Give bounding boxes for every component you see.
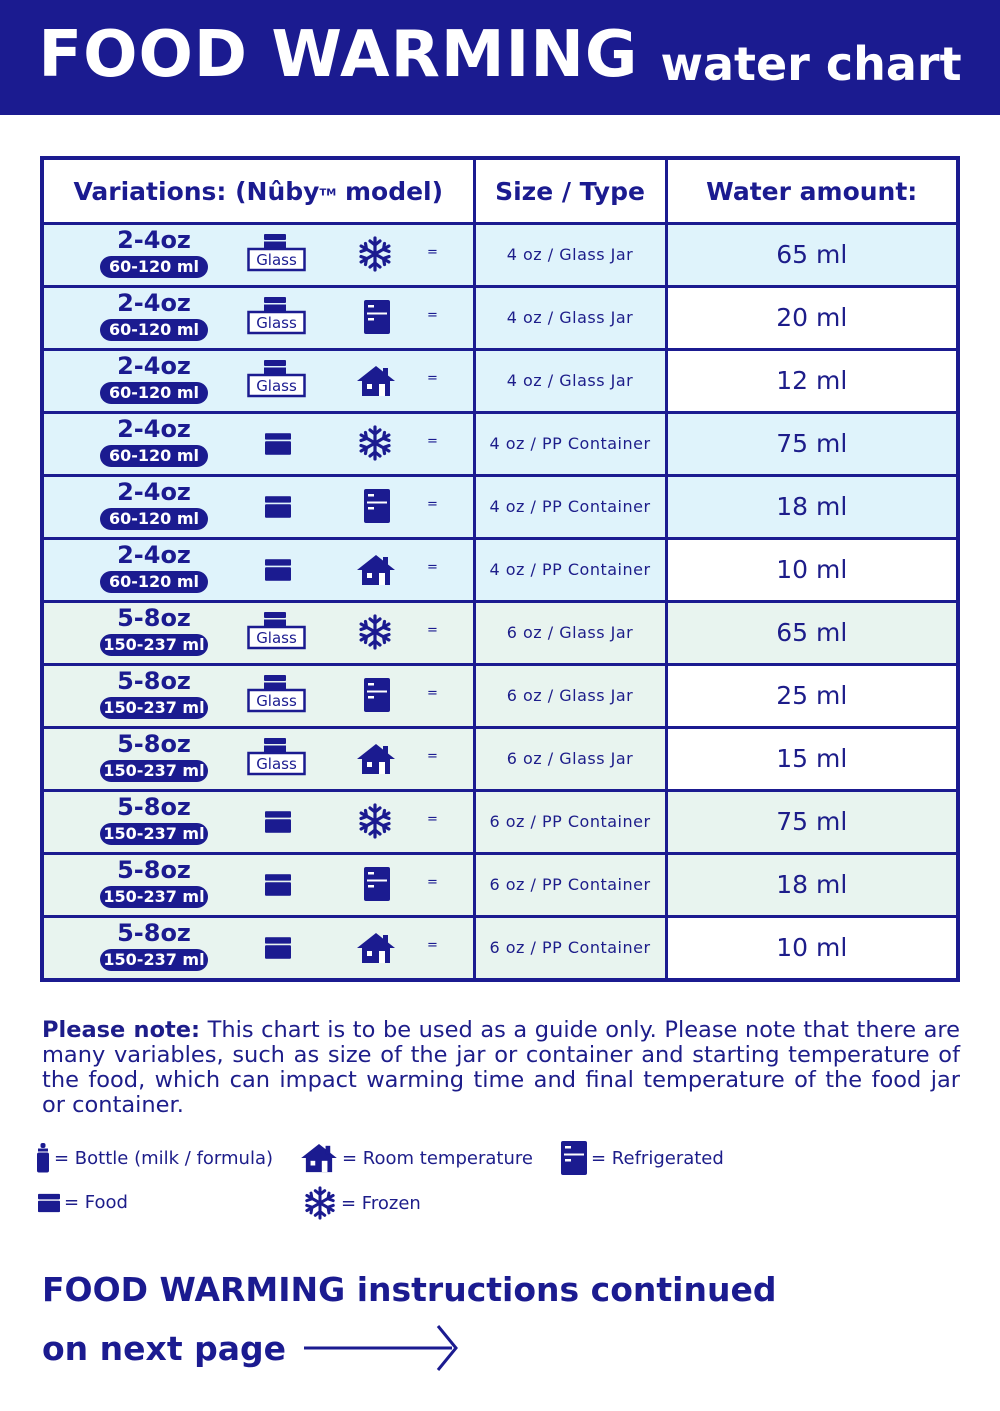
variation-cell: [42, 349, 474, 412]
equals-sign: =: [427, 308, 438, 324]
equals-sign: =: [427, 623, 438, 639]
variations-label-end: model): [336, 176, 444, 206]
food-container-icon: [265, 811, 291, 833]
size-type-cell: 4 oz / PP Container: [474, 475, 666, 538]
arrow-right-icon: [302, 1323, 462, 1373]
size-type-cell: 4 oz / Glass Jar: [474, 224, 666, 287]
footer-line-2: [42, 1323, 462, 1373]
variation-cell: [42, 286, 474, 349]
legend-refrigerated: [561, 1141, 724, 1175]
snowflake-icon: [303, 1186, 337, 1220]
ml-range-badge: 60-120 ml: [100, 508, 208, 530]
variation-cell: [42, 790, 474, 853]
table-row: [42, 286, 958, 349]
ml-range-badge: 60-120 ml: [100, 382, 208, 404]
house-icon: [356, 932, 396, 964]
water-amount-cell: 25 ml: [666, 664, 958, 727]
ounce-range: 5-8oz: [117, 793, 191, 822]
legend-room-temperature: [300, 1143, 533, 1173]
title-bold: FOOD WARMING: [38, 18, 639, 92]
variation-cell: [42, 538, 474, 601]
table-row: [42, 475, 958, 538]
water-amount-cell: 75 ml: [666, 790, 958, 853]
refrigerator-icon: [364, 678, 390, 712]
table-header-row: [42, 158, 958, 224]
bottle-icon: [36, 1143, 50, 1173]
variations-label: Variations: (Nûby: [73, 176, 320, 206]
equals-sign: =: [427, 686, 438, 702]
food-container-icon: [265, 937, 291, 959]
table-row: [42, 664, 958, 727]
snowflake-icon: [357, 614, 393, 650]
legend-bottle-label: = Bottle (milk / formula): [54, 1147, 273, 1169]
variation-cell: [42, 601, 474, 664]
column-header-variations: [42, 158, 474, 224]
size-type-cell: 4 oz / Glass Jar: [474, 286, 666, 349]
column-header-water: Water amount:: [666, 158, 958, 224]
table-row: [42, 538, 958, 601]
variation-cell: [42, 224, 474, 287]
legend-food-label: = Food: [64, 1192, 128, 1213]
equals-sign: =: [427, 497, 438, 513]
equals-sign: =: [427, 245, 438, 261]
table-row: [42, 224, 958, 287]
ml-range-badge: 60-120 ml: [100, 445, 208, 467]
ounce-range: 5-8oz: [117, 667, 191, 696]
glass-label: Glass: [256, 377, 297, 396]
ml-range-badge: 60-120 ml: [100, 571, 208, 593]
table-row: [42, 790, 958, 853]
variation-cell: [42, 916, 474, 980]
water-amount-cell: 12 ml: [666, 349, 958, 412]
equals-sign: =: [427, 371, 438, 387]
footer-line-1: FOOD WARMING instructions continued: [42, 1270, 777, 1309]
please-note-paragraph: [42, 1018, 960, 1118]
house-icon: [356, 554, 396, 586]
water-amount-cell: 10 ml: [666, 916, 958, 980]
size-type-cell: 4 oz / PP Container: [474, 412, 666, 475]
note-text: This chart is to be used as a guide only. Please note that there are many variables, such as size of the jar or container and starting temperature of the food, which can impact warming time and final temperature of the food jar or container.: [42, 1017, 960, 1118]
ounce-range: 5-8oz: [117, 730, 191, 759]
food-container-icon: [38, 1193, 60, 1213]
legend-bottle: [36, 1143, 273, 1173]
house-icon: [356, 365, 396, 397]
ml-range-badge: 150-237 ml: [100, 760, 208, 782]
trademark-mark: TM: [319, 187, 337, 198]
food-container-icon: [265, 496, 291, 518]
water-chart-table: [40, 156, 960, 982]
ounce-range: 5-8oz: [117, 919, 191, 948]
variation-cell: [42, 727, 474, 790]
glass-label: Glass: [256, 314, 297, 333]
equals-sign: =: [427, 875, 438, 891]
ounce-range: 2-4oz: [117, 541, 191, 570]
table-row: [42, 349, 958, 412]
house-icon: [356, 743, 396, 775]
water-amount-cell: 20 ml: [666, 286, 958, 349]
size-type-cell: 6 oz / Glass Jar: [474, 727, 666, 790]
legend-refrigerated-label: = Refrigerated: [591, 1147, 724, 1169]
food-container-icon: [265, 559, 291, 581]
glass-label: Glass: [256, 629, 297, 648]
food-container-icon: [265, 874, 291, 896]
glass-jar-icon: [247, 360, 307, 398]
equals-sign: =: [427, 434, 438, 450]
water-amount-cell: 18 ml: [666, 853, 958, 916]
variation-cell: [42, 475, 474, 538]
size-type-cell: 6 oz / Glass Jar: [474, 664, 666, 727]
snowflake-icon: [357, 236, 393, 272]
refrigerator-icon: [561, 1141, 587, 1175]
glass-label: Glass: [256, 755, 297, 774]
snowflake-icon: [357, 425, 393, 461]
refrigerator-icon: [364, 867, 390, 901]
column-header-size: Size / Type: [474, 158, 666, 224]
size-type-cell: 4 oz / Glass Jar: [474, 349, 666, 412]
legend-frozen: [303, 1186, 421, 1220]
ml-range-badge: 150-237 ml: [100, 634, 208, 656]
table-row: [42, 916, 958, 980]
ml-range-badge: 60-120 ml: [100, 256, 208, 278]
glass-label: Glass: [256, 251, 297, 270]
footer-next-page: on next page: [42, 1328, 286, 1368]
ounce-range: 5-8oz: [117, 604, 191, 633]
size-type-cell: 6 oz / PP Container: [474, 916, 666, 980]
glass-jar-icon: [247, 612, 307, 650]
size-type-cell: 4 oz / PP Container: [474, 538, 666, 601]
refrigerator-icon: [364, 489, 390, 523]
size-type-cell: 6 oz / PP Container: [474, 790, 666, 853]
ounce-range: 2-4oz: [117, 289, 191, 318]
table-row: [42, 601, 958, 664]
water-amount-cell: 65 ml: [666, 224, 958, 287]
water-amount-cell: 10 ml: [666, 538, 958, 601]
glass-jar-icon: [247, 675, 307, 713]
table-row: [42, 853, 958, 916]
legend-room-label: = Room temperature: [342, 1147, 533, 1169]
glass-jar-icon: [247, 738, 307, 776]
variation-cell: [42, 664, 474, 727]
equals-sign: =: [427, 560, 438, 576]
equals-sign: =: [427, 749, 438, 765]
note-label: Please note:: [42, 1017, 201, 1043]
water-amount-cell: 65 ml: [666, 601, 958, 664]
glass-label: Glass: [256, 692, 297, 711]
equals-sign: =: [427, 812, 438, 828]
size-type-cell: 6 oz / PP Container: [474, 853, 666, 916]
food-container-icon: [265, 433, 291, 455]
glass-jar-icon: [247, 234, 307, 272]
ml-range-badge: 150-237 ml: [100, 697, 208, 719]
table-row: [42, 727, 958, 790]
title-light: water chart: [660, 37, 962, 91]
ml-range-badge: 150-237 ml: [100, 823, 208, 845]
legend-food: [38, 1192, 128, 1213]
ounce-range: 2-4oz: [117, 352, 191, 381]
ml-range-badge: 60-120 ml: [100, 319, 208, 341]
title-banner: [0, 0, 1000, 115]
ounce-range: 2-4oz: [117, 478, 191, 507]
variation-cell: [42, 853, 474, 916]
ounce-range: 2-4oz: [117, 415, 191, 444]
size-type-cell: 6 oz / Glass Jar: [474, 601, 666, 664]
legend-frozen-label: = Frozen: [341, 1192, 421, 1214]
table-row: [42, 412, 958, 475]
water-amount-cell: 75 ml: [666, 412, 958, 475]
ounce-range: 5-8oz: [117, 856, 191, 885]
ounce-range: 2-4oz: [117, 226, 191, 255]
variation-cell: [42, 412, 474, 475]
water-amount-cell: 15 ml: [666, 727, 958, 790]
equals-sign: =: [427, 938, 438, 954]
water-amount-cell: 18 ml: [666, 475, 958, 538]
ml-range-badge: 150-237 ml: [100, 886, 208, 908]
refrigerator-icon: [364, 300, 390, 334]
house-icon: [300, 1143, 338, 1173]
glass-jar-icon: [247, 297, 307, 335]
ml-range-badge: 150-237 ml: [100, 949, 208, 971]
snowflake-icon: [357, 803, 393, 839]
